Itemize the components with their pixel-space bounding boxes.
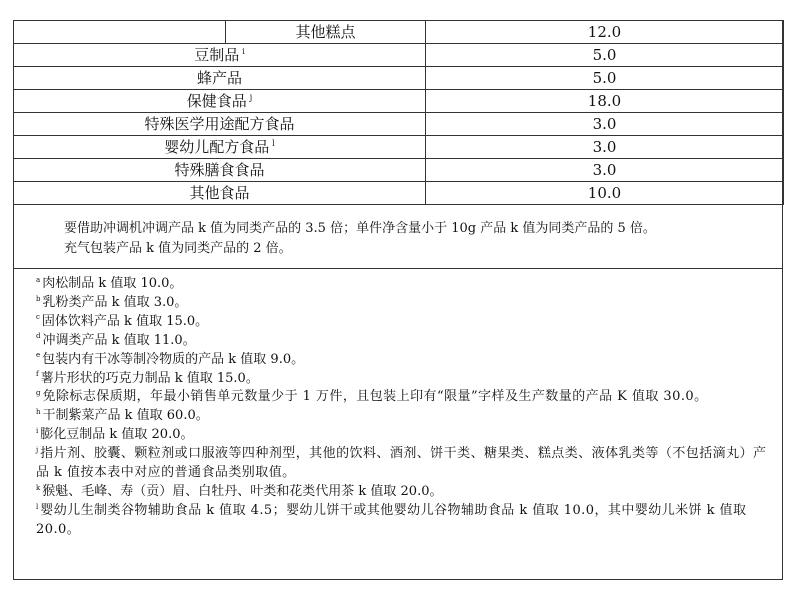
food-category-name: 保健食品: [186, 92, 247, 110]
footnote-text: 薯片形状的巧克力制品 k 值取 15.0。: [40, 370, 259, 386]
table-row: [14, 182, 784, 205]
food-category-cell: [14, 44, 426, 67]
footnote-item: [36, 407, 770, 426]
footnote-item: [36, 370, 770, 389]
food-category-cell: [14, 136, 426, 159]
table-row: [14, 67, 784, 90]
table-row: [14, 90, 784, 113]
food-category-cell: [14, 159, 426, 182]
footnote-mark: a: [36, 275, 41, 284]
footnote-item: [36, 445, 770, 483]
k-value-cell: 10.0: [426, 182, 784, 205]
table-row: [14, 44, 784, 67]
food-category-name: 特殊膳食食品: [174, 161, 265, 179]
footnote-text: 婴幼儿生制类谷物辅助食品 k 值取 4.5；婴幼儿饼干或其他婴幼儿谷物辅助食品 k 值取 10.0，其中婴幼儿米饼 k 值取 20.0。: [36, 502, 747, 537]
footnote-mark: k: [36, 483, 41, 492]
table-cell-blank: [14, 21, 226, 44]
footnote-mark: g: [36, 389, 41, 398]
footnote-mark: b: [36, 294, 41, 303]
table-row: [14, 136, 784, 159]
footnote-item: [36, 502, 770, 540]
footnote-item: [36, 351, 770, 370]
footnote-marker: j: [249, 93, 253, 102]
footnote-mark: l: [36, 502, 39, 511]
footnote-text: 包装内有干冰等制冷物质的产品 k 值取 9.0。: [42, 351, 305, 367]
footnote-mark: j: [36, 445, 39, 454]
table-row: [14, 113, 784, 136]
footnote-text: 固体饮料产品 k 值取 15.0。: [41, 313, 209, 329]
food-category-name: 特殊医学用途配方食品: [144, 115, 295, 133]
food-category-cell: [14, 90, 426, 113]
table-row: [14, 159, 784, 182]
footnote-item: [36, 426, 770, 445]
footnote-item: [36, 275, 770, 294]
food-category-name: 蜂产品: [196, 69, 242, 87]
k-value-cell: 5.0: [426, 44, 784, 67]
footnote-mark: e: [36, 351, 41, 360]
food-category-name: 豆制品: [194, 46, 240, 64]
food-category-cell: [14, 113, 426, 136]
footnote-item: [36, 388, 770, 407]
limit-table: [13, 20, 784, 205]
footnote-item: [36, 483, 770, 502]
k-value-cell: 3.0: [426, 159, 784, 182]
k-value-cell: 3.0: [426, 136, 784, 159]
footnote-mark: i: [36, 426, 39, 435]
footnote-mark: h: [36, 408, 41, 417]
footnote-item: [36, 294, 770, 313]
footnote-mark: f: [36, 370, 39, 379]
k-value-cell: 3.0: [426, 113, 784, 136]
footnote-text: 乳粉类产品 k 值取 3.0。: [42, 294, 188, 310]
food-category-cell: [14, 67, 426, 90]
food-category-name: 其他糕点: [295, 23, 356, 41]
food-category-cell: [14, 182, 426, 205]
footnote-mark: d: [36, 332, 41, 341]
k-value-cell: 12.0: [426, 21, 784, 44]
footnote-text: 猴魁、毛峰、寿（贡）眉、白牡丹、叶类和花类代用茶 k 值取 20.0。: [42, 483, 443, 499]
general-note: [13, 206, 783, 269]
footnote-text: 免除标志保质期，年最小销售单元数量少于 1 万件，且包装上印有“限量”字样及生产数量的产品 K 值取 30.0。: [42, 389, 708, 405]
general-note-line-1: 要借助冲调机冲调产品 k 值为同类产品的 3.5 倍；单件净含量小于 10g 产品 k 值为同类产品的 5 倍。: [64, 221, 656, 236]
footnote-text: 指片剂、胶囊、颗粒剂或口服液等四种剂型，其他的饮料、酒剂、饼干类、糖果类、糕点类、液体乳类等（不包括滴丸）产品 k 值按本表中对应的普通食品类别取值。: [36, 446, 767, 481]
k-value-cell: 5.0: [426, 67, 784, 90]
footnote-mark: c: [36, 313, 40, 322]
footnote-text: 肉松制品 k 值取 10.0。: [42, 276, 183, 291]
footnote-marker: i: [242, 47, 245, 56]
footnote-text: 冲调类产品 k 值取 11.0。: [42, 332, 196, 348]
footnote-text: 膨化豆制品 k 值取 20.0。: [40, 427, 194, 443]
footnote-item: [36, 332, 770, 351]
footnote-marker: l: [272, 139, 275, 148]
food-category-name: 其他食品: [189, 184, 250, 202]
k-value-cell: 18.0: [426, 90, 784, 113]
footnote-text: 干制紫菜产品 k 值取 60.0。: [42, 408, 209, 424]
food-category-name: 婴幼儿配方食品: [164, 138, 270, 156]
footnotes: [13, 269, 783, 580]
general-note-line-2: 充气包装产品 k 值为同类产品的 2 倍。: [64, 241, 292, 256]
table-row: [14, 21, 784, 44]
footnote-item: [36, 313, 770, 332]
food-category-cell: [226, 21, 426, 44]
